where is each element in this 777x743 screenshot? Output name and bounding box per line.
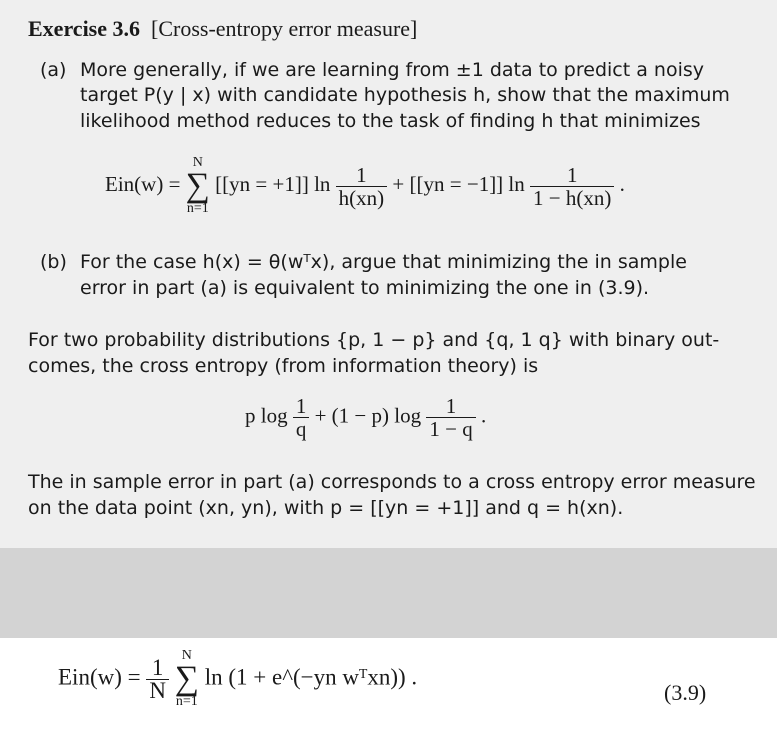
exercise-title: [Cross-entropy error measure]	[151, 16, 418, 41]
separator-band	[0, 548, 777, 638]
ein-equation-a: Ein(w) = N ∑ n=1 [[yn = +1]] ln $\frac{1}{h(xn)}$ + [[yn = −1]] ln $\frac{1}{1 - h(xn)}$ .	[105, 155, 625, 216]
conclusion-line-2: on the data point (xn, yn), with p = [[yn = +1]] and q = h(xn).	[28, 497, 624, 519]
term-1: [[yn = +1]] ln	[215, 171, 331, 196]
equation-3-9: Ein(w) = $\frac{1}{N}$ N ∑ n=1 ln (1 + e^(−yn wᵀxn)) .	[58, 648, 418, 709]
part-a-marker: (a)	[40, 59, 67, 81]
eq39-summation: N ∑ n=1	[174, 648, 199, 709]
conclusion-line-1: The in sample error in part (a) corresponds to a cross entropy error measure	[28, 471, 756, 493]
exercise-label: Exercise 3.6	[28, 16, 141, 41]
equation-number: (3.9)	[664, 680, 707, 705]
cross-entropy-equation: p log $\frac{1}{q}$ + (1 − p) log $\frac{1}{1 - q}$ .	[245, 394, 487, 441]
fraction-1: $\frac{1}{h(xn)}$	[336, 164, 388, 209]
sum-bottom: n=1	[186, 201, 209, 216]
summation: N ∑ n=1	[185, 155, 210, 216]
ein-lhs: Ein(w) =	[105, 171, 181, 196]
part-b-line-1: For the case h(x) = θ(wᵀx), argue that minimizing the in sample	[80, 251, 687, 273]
eq39-lhs: Ein(w) =	[58, 664, 141, 690]
fraction-2: $\frac{1}{1 - h(xn)}$	[530, 164, 614, 209]
eq39-body: ln (1 + e^(−yn wᵀxn)) .	[204, 664, 418, 690]
exercise-heading	[28, 18, 417, 40]
term-2: + [[yn = −1]] ln	[392, 171, 525, 196]
part-a-line-1: More generally, if we are learning from ±1 data to predict a noisy	[80, 59, 704, 81]
sum-top: N	[192, 155, 203, 170]
part-a-line-3: likelihood method reduces to the task of finding h that minimizes	[80, 110, 701, 132]
cross-entropy-line-1: For two probability distributions {p, 1 − p} and {q, 1 q} with binary out-	[28, 329, 720, 351]
part-b-line-2: error in part (a) is equivalent to minimizing the one in (3.9).	[80, 277, 650, 299]
cross-entropy-line-2: comes, the cross entropy (from information theory) is	[28, 355, 539, 377]
part-a-line-2: target P(y | x) with candidate hypothesis h, show that the maximum	[80, 84, 730, 106]
part-b-marker: (b)	[40, 251, 67, 273]
